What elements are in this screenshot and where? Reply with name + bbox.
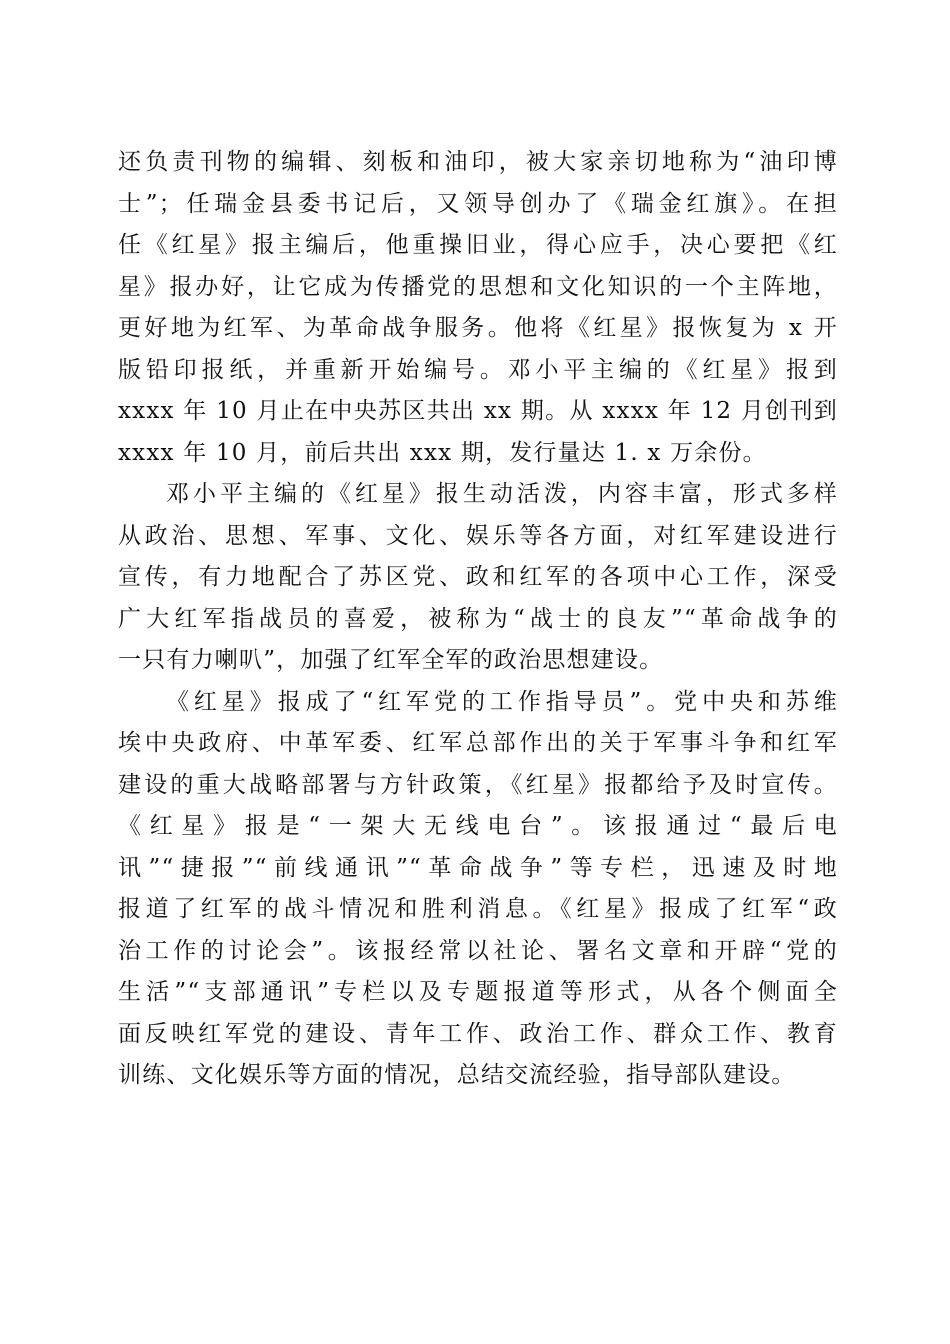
text-line: 更好地为红军、为革命战争服务。他将《红星》报恢复为 x 开 <box>118 315 838 341</box>
text-line: 还负责刊物的编辑、刻板和油印，被大家亲切地称为“油印博 <box>118 149 838 175</box>
text-line: 广大红军指战员的喜爱，被称为“战士的良友”“革命战争的 <box>118 605 838 632</box>
paragraph-1 <box>118 142 838 474</box>
document-body <box>118 142 838 1097</box>
text-line: 《红星》报是“一架大无线电台”。该报通过“最后电 <box>118 813 838 839</box>
text-line: 士”；任瑞金县委书记后，又领导创办了《瑞金红旗》。在担 <box>118 190 838 217</box>
text-line: 任《红星》报主编后，他重操旧业，得心应手，决心要把《红 <box>118 232 838 258</box>
text-line: xxxx 年 10 月，前后共出 xxx 期，发行量达 1. x 万余份。 <box>118 439 767 466</box>
text-line: 埃中央政府、中革军委、红军总部作出的关于军事斗争和红军 <box>118 730 838 756</box>
text-line: 《红星》报成了“红军党的工作指导员”。党中央和苏维 <box>166 688 838 715</box>
text-line: 治工作的讨论会”。该报经常以社论、署名文章和开辟“党的 <box>118 937 838 964</box>
text-line: 建设的重大战略部署与方针政策，《红星》报都给予及时宣传。 <box>118 771 838 798</box>
text-line: 宣传，有力地配合了苏区党、政和红军的各项中心工作，深受 <box>118 564 838 590</box>
text-line: 讯”“捷报”“前线通讯”“革命战争”等专栏，迅速及时地 <box>118 854 838 881</box>
text-line: 报道了红军的战斗情况和胜利消息。《红星》报成了红军“政 <box>118 896 838 922</box>
text-line: 面反映红军党的建设、青年工作、政治工作、群众工作、教育 <box>118 1020 838 1047</box>
text-line: 训练、文化娱乐等方面的情况，总结交流经验，指导部队建设。 <box>118 1062 796 1088</box>
text-line: 星》报办好，让它成为传播党的思想和文化知识的一个主阵地， <box>118 273 838 300</box>
text-line: 版铅印报纸，并重新开始编号。邓小平主编的《红星》报到 <box>118 356 838 383</box>
text-line: 生活”“支部通讯”专栏以及专题报道等形式，从各个侧面全 <box>118 979 838 1005</box>
paragraph-2 <box>118 474 838 682</box>
text-line: 从政治、思想、军事、文化、娱乐等各方面，对红军建设进行 <box>118 522 838 549</box>
text-line: xxxx 年 10 月止在中央苏区共出 xx 期。从 xxxx 年 12 月创刊到 <box>118 398 838 424</box>
paragraph-3 <box>118 682 838 1097</box>
text-line: 一只有力喇叭”，加强了红军全军的政治思想建设。 <box>118 647 664 673</box>
text-line: 邓小平主编的《红星》报生动活泼，内容丰富，形式多样 <box>166 481 838 507</box>
